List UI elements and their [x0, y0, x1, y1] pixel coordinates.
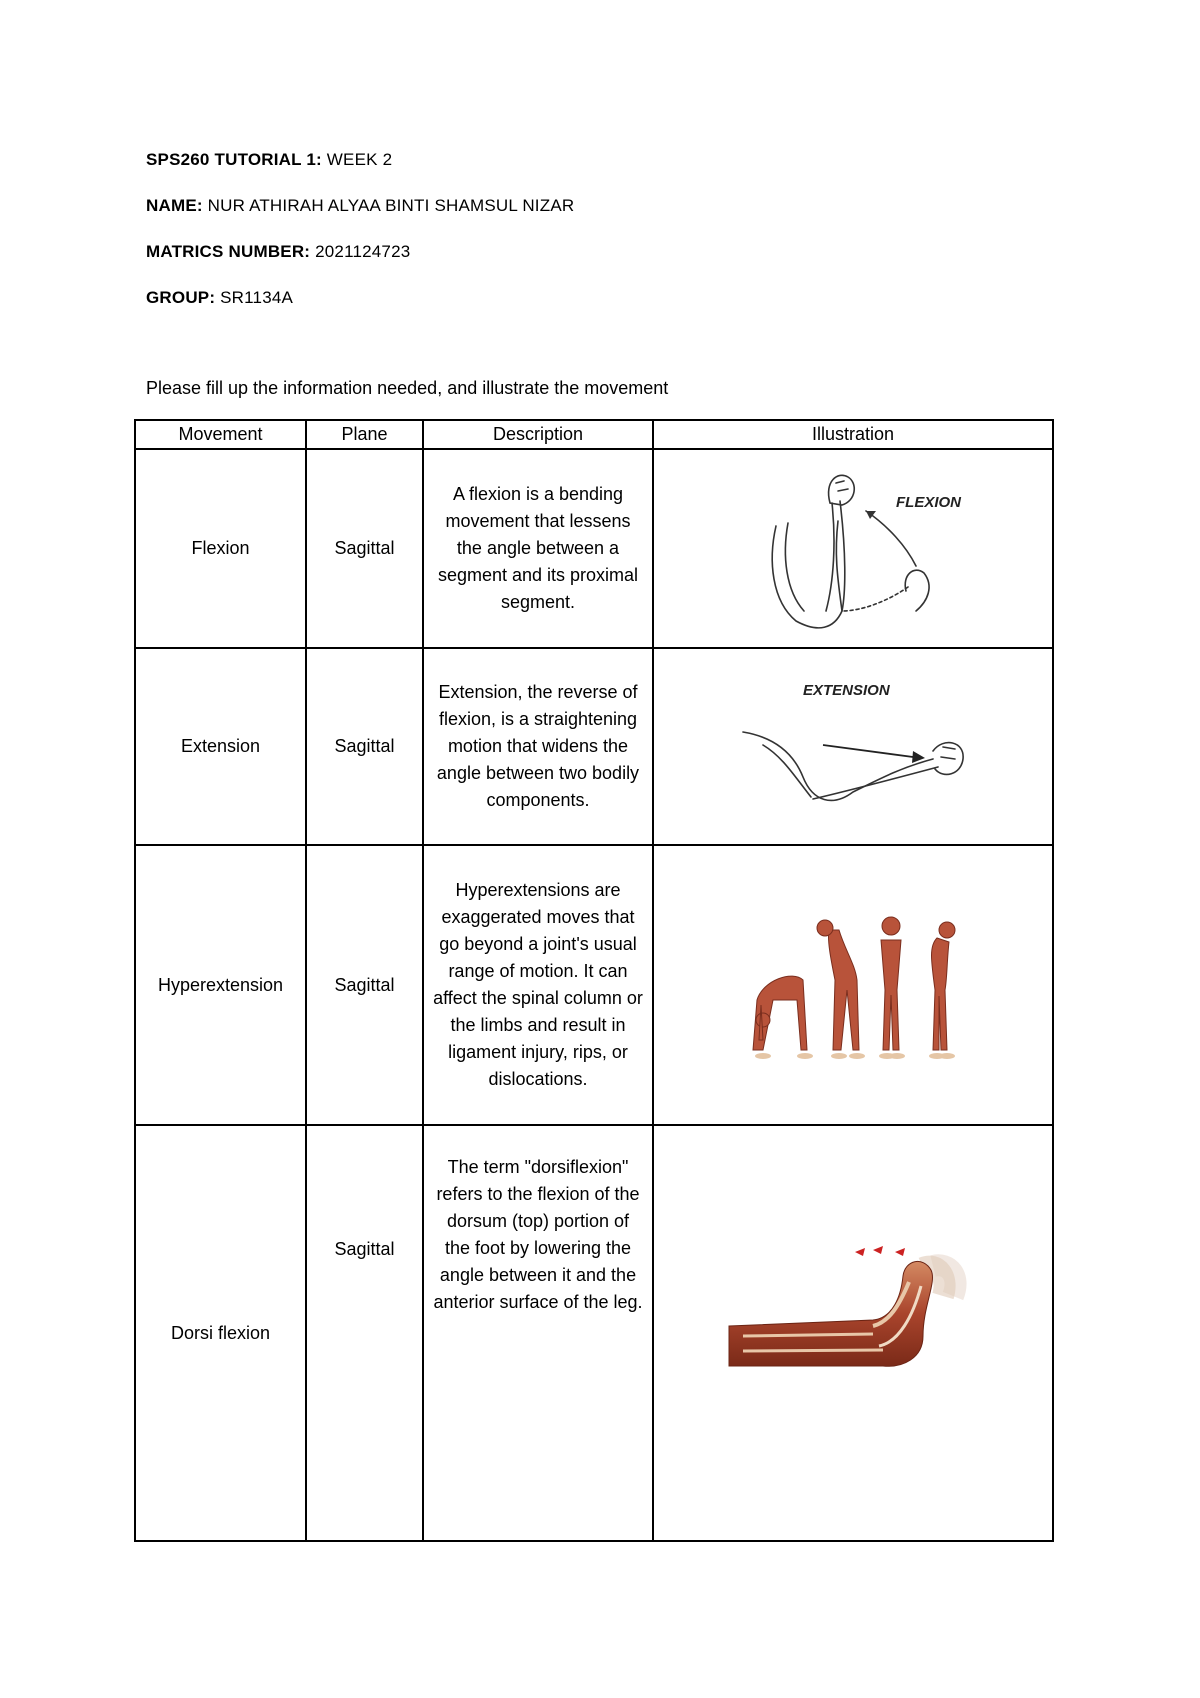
table-header-row — [135, 420, 1053, 449]
movement-table — [134, 419, 1054, 1542]
plane-cell: Sagittal — [306, 1125, 423, 1541]
name-label: NAME: — [146, 196, 203, 215]
group — [146, 288, 293, 308]
column-header-movement: Movement — [135, 420, 306, 449]
matric-value: 2021124723 — [315, 242, 411, 261]
illustration-cell — [653, 648, 1053, 845]
description-cell: Extension, the reverse of flexion, is a straightening motion that widens the angle between two bodily components. — [423, 648, 653, 845]
group-value: SR1134A — [220, 288, 294, 307]
plane-cell: Sagittal — [306, 648, 423, 845]
description-cell: A flexion is a bending movement that lessens the angle between a segment and its proximal segment. — [423, 449, 653, 648]
matric-label: MATRICS NUMBER: — [146, 242, 311, 261]
illustration-cell — [653, 845, 1053, 1125]
title-value: WEEK 2 — [326, 150, 393, 169]
extension-illustration — [733, 667, 973, 827]
student-name — [146, 196, 574, 216]
column-header-illustration: Illustration — [653, 420, 1053, 449]
description-cell: The term "dorsiflexion" refers to the flexion of the dorsum (top) portion of the foot by lowering the angle between it and the anterior surface of the leg. — [423, 1125, 653, 1541]
column-header-description: Description — [423, 420, 653, 449]
column-header-plane: Plane — [306, 420, 423, 449]
matric-number — [146, 242, 410, 262]
flexion-illustration-label: FLEXION — [896, 494, 962, 511]
table-row — [135, 845, 1053, 1125]
name-value: NUR ATHIRAH ALYAA BINTI SHAMSUL NIZAR — [207, 196, 575, 215]
group-label: GROUP: — [146, 288, 216, 307]
extension-illustration-label: EXTENSION — [803, 681, 890, 699]
movement-cell: Extension — [135, 648, 306, 845]
movement-cell: Hyperextension — [135, 845, 306, 1125]
instruction-text: Please fill up the information needed, and illustrate the movement — [146, 378, 669, 398]
table-row — [135, 449, 1053, 648]
movement-cell: Flexion — [135, 449, 306, 648]
document-title — [146, 150, 392, 170]
plane-cell: Sagittal — [306, 845, 423, 1125]
movement-cell: Dorsi flexion — [135, 1125, 306, 1541]
dorsiflexion-illustration — [723, 1226, 983, 1396]
hyperextension-illustration — [733, 900, 973, 1070]
plane-cell: Sagittal — [306, 449, 423, 648]
illustration-cell — [653, 449, 1053, 648]
flexion-illustration — [738, 461, 968, 636]
description-cell: Hyperextensions are exaggerated moves that go beyond a joint's usual range of motion. It can affect the spinal column or the limbs and result in ligament injury, rips, or dislocations. — [423, 845, 653, 1125]
title-label: SPS260 TUTORIAL 1: — [146, 150, 322, 169]
table-row — [135, 648, 1053, 845]
table-row — [135, 1125, 1053, 1541]
illustration-cell — [653, 1125, 1053, 1541]
